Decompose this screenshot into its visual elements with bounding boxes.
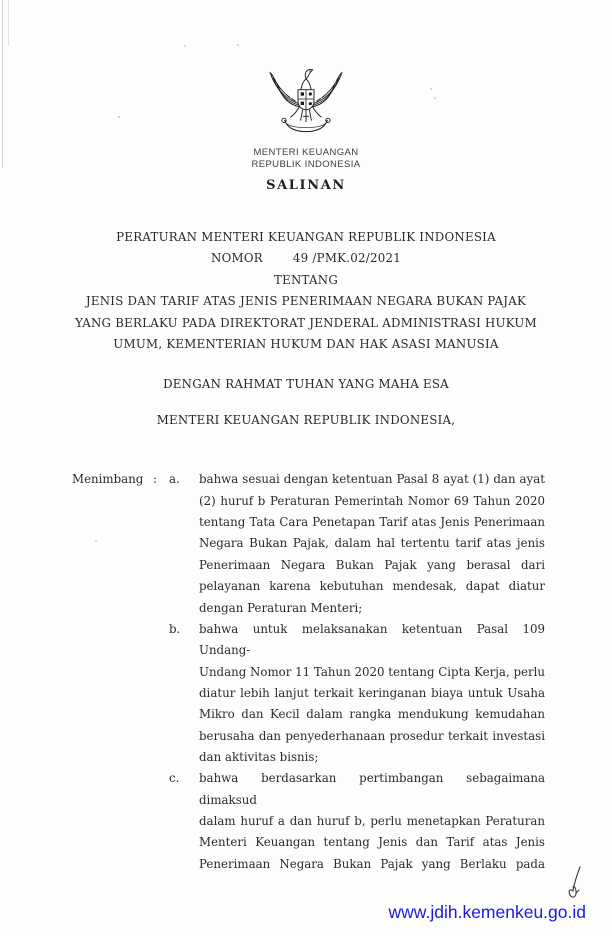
scan-speck xyxy=(95,540,97,542)
text-line: pelayanan karena kebutuhan mendesak, dapat diatur xyxy=(199,579,545,594)
invocation-line: DENGAN RAHMAT TUHAN YANG MAHA ESA xyxy=(163,377,449,392)
scan-edge-artifact xyxy=(2,0,3,168)
enacting-authority-line: MENTERI KEUANGAN REPUBLIK INDONESIA, xyxy=(156,413,456,428)
copy-stamp-label: SALINAN xyxy=(266,178,346,193)
text-line: dalam huruf a dan huruf b, perlu menetapkan Peraturan xyxy=(199,813,545,828)
item-marker: b. xyxy=(169,621,181,636)
considering-item xyxy=(169,768,545,875)
regulation-number-line xyxy=(0,248,612,269)
subject-line: UMUM, KEMENTERIAN HUKUM DAN HAK ASASI MANUSIA xyxy=(113,337,499,352)
text-line: berusaha dan penyederhanaan prosedur terkait investasi xyxy=(199,728,545,743)
subject-line: YANG BERLAKU PADA DIREKTORAT JENDERAL ADMINISTRASI HUKUM xyxy=(75,315,537,330)
considering-label: Menimbang xyxy=(72,472,144,487)
considering-item xyxy=(169,619,545,768)
scan-edge-artifact xyxy=(8,0,9,46)
ministry-country: REPUBLIK INDONESIA xyxy=(251,159,361,170)
text-line: Menteri Keuangan tentang Jenis dan Tarif atas Jenis xyxy=(199,835,545,850)
text-line: bahwa berdasarkan pertimbangan sebagaimana dimaksud xyxy=(199,771,545,807)
text-line: (2) huruf b Peraturan Pemerintah Nomor 69 Tahun 2020 xyxy=(199,493,545,508)
nomor-label: NOMOR xyxy=(211,251,263,266)
item-text xyxy=(199,768,545,875)
scan-speck xyxy=(430,88,432,90)
text-line: tentang Tata Cara Penetapan Tarif atas Jenis Penerimaan xyxy=(199,515,545,530)
text-line: Penerimaan Negara Bukan Pajak yang berasal dari xyxy=(199,557,545,572)
document-header xyxy=(0,0,612,193)
regulation-title-block xyxy=(0,227,612,355)
nomor-value: 49 /PMK.02/2021 xyxy=(292,251,401,266)
subject-line: JENIS DAN TARIF ATAS JENIS PENERIMAAN NEGARA BUKAN PAJAK xyxy=(85,294,527,309)
considering-items xyxy=(169,469,545,875)
scan-speck xyxy=(118,116,120,118)
handwritten-initial-mark xyxy=(564,866,586,904)
considering-item xyxy=(169,469,545,618)
ministry-name: MENTERI KEUANGAN xyxy=(253,147,359,158)
considering-colon: : xyxy=(153,472,157,487)
item-text xyxy=(199,469,545,618)
text-line: dengan Peraturan Menteri; xyxy=(199,600,363,615)
jdih-website-link[interactable]: www.jdih.kemenkeu.go.id xyxy=(388,902,586,922)
text-line: diatur lebih lanjut terkait keringanan biaya untuk Usaha xyxy=(199,685,545,700)
garuda-pancasila-emblem xyxy=(266,62,346,140)
item-marker: c. xyxy=(169,771,180,786)
text-line: Undang Nomor 11 Tahun 2020 tentang Cipta Kerja, perlu xyxy=(199,664,545,679)
tentang-label: TENTANG xyxy=(273,272,339,287)
text-line: bahwa sesuai dengan ketentuan Pasal 8 ayat (1) dan ayat xyxy=(199,472,545,487)
scan-speck xyxy=(237,44,239,46)
text-line: Mikro dan Kecil dalam rangka mendukung kemudahan xyxy=(199,707,545,722)
text-line: dan aktivitas bisnis; xyxy=(199,749,319,764)
item-text xyxy=(199,619,545,768)
text-line: Penerimaan Negara Bukan Pajak yang Berlaku pada xyxy=(199,856,545,871)
text-line: bahwa untuk melaksanakan ketentuan Pasal 109 Undang- xyxy=(199,621,545,658)
regulation-title: PERATURAN MENTERI KEUANGAN REPUBLIK INDONESIA xyxy=(116,230,496,244)
text-line: Negara Bukan Pajak, dalam hal tertentu tarif atas jenis xyxy=(199,536,545,551)
scan-speck xyxy=(434,97,436,99)
considering-section xyxy=(0,469,612,875)
item-marker: a. xyxy=(169,472,180,487)
scan-speck xyxy=(184,45,186,47)
